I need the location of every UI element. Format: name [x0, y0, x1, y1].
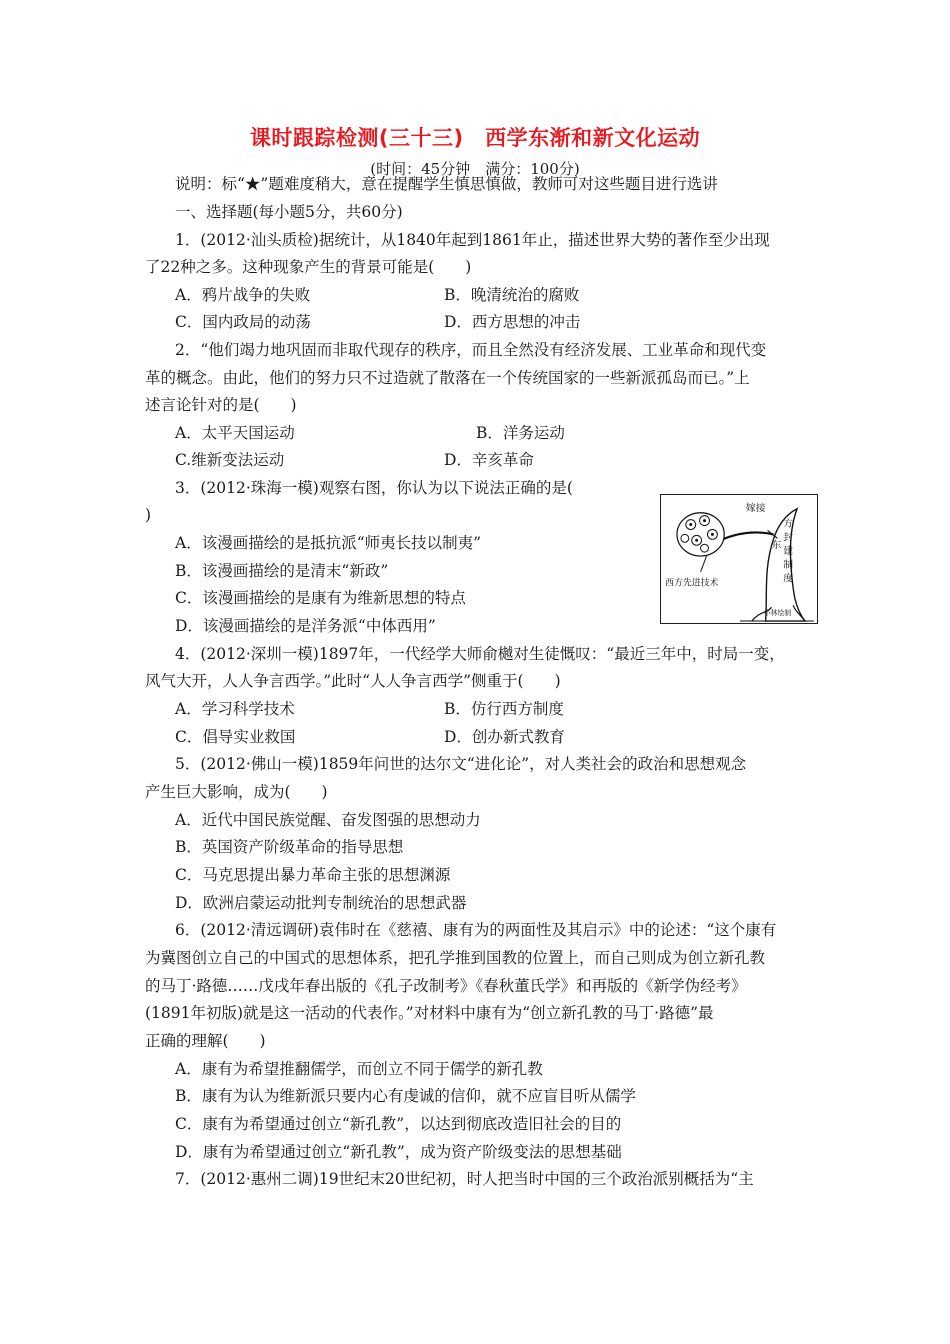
text-line: 7．(2012·惠州二调)19世纪末20世纪初，时人把当时中国的三个政治派别概括为“主 — [175, 1170, 754, 1188]
text-line: (1891年初版)就是这一活动的代表作。”对材料中康有为“创立新孔教的马丁·路德”最 — [145, 1004, 714, 1022]
artist-label: 小林绘制 — [763, 609, 792, 618]
cartoon-figure — [660, 494, 818, 624]
text-line: 1．(2012·汕头质检)据统计，从1840年起到1861年止，描述世界大势的著作至少出现 — [175, 231, 770, 249]
text-line: C．倡导实业救国 — [175, 728, 296, 746]
text-line: 产生巨大影响，成为( ) — [145, 783, 328, 801]
text-line: B．英国资产阶级革命的指导思想 — [175, 838, 404, 856]
text-line: 说明：标“★”题难度稍大，意在提醒学生慎思慎做，教师可对这些题目进行选讲 — [175, 175, 718, 193]
text-line: 了22种之多。这种现象产生的背景可能是( ) — [145, 258, 472, 276]
text-line: D．康有为希望通过创立“新孔教”，成为资产阶级变法的思想基础 — [175, 1143, 622, 1161]
text-line: C.维新变法运动 — [175, 451, 285, 469]
text-line: C．马克思提出暴力革命主张的思想渊源 — [175, 866, 451, 884]
text-line: 5．(2012·佛山一模)1859年问世的达尔文“进化论”，对人类社会的政治和思想观念 — [175, 755, 747, 773]
text-line: ) — [145, 506, 152, 524]
text-line: D．欧洲启蒙运动批判专制统治的思想武器 — [175, 894, 467, 912]
western-tech-label: 西方先进技术 — [665, 578, 719, 589]
text-line: A．学习科学技术 — [175, 700, 295, 718]
text-line: A．康有为希望推翻儒学，而创立不同于儒学的新孔教 — [175, 1060, 543, 1078]
text-line: 革的概念。由此，他们的努力只不过造就了散落在一个传统国家的一些新派孤岛而已。”上 — [145, 369, 750, 387]
text-line: 3．(2012·珠海一模)观察右图，你认为以下说法正确的是( — [175, 479, 573, 497]
text-line: B．康有为认为维新派只要内心有虔诚的信仰，就不应盲目听从儒学 — [175, 1087, 636, 1105]
text-line: D．辛亥革命 — [444, 451, 534, 469]
text-line: A．鸦片战争的失败 — [175, 286, 311, 304]
trunk-label: 东方封建制度 — [771, 518, 794, 585]
page-subtitle: (时间：45分钟 满分：100分) — [370, 160, 580, 178]
text-line: B．晚清统治的腐败 — [444, 286, 580, 304]
grafting-cartoon-drawing — [661, 495, 817, 623]
text-line: 4．(2012·深圳一模)1897年，一代经学大师俞樾对生徒慨叹：“最近三年中，时局一变， — [175, 645, 785, 663]
text-line: C．国内政局的动荡 — [175, 313, 311, 331]
text-line: 述言论针对的是( ) — [145, 396, 297, 414]
text-line: A．该漫画描绘的是抵抗派“师夷长技以制夷” — [175, 534, 482, 552]
graft-label: 嫁接 — [745, 502, 766, 514]
text-line: B．该漫画描绘的是清末“新政” — [175, 562, 389, 580]
page-title: 课时跟踪检测(三十三) 西学东渐和新文化运动 — [249, 126, 701, 150]
text-line: A．太平天国运动 — [175, 424, 295, 442]
text-line: 的马丁·路德……戊戌年春出版的《孔子改制考》《春秋董氏学》和再版的《新学伪经考》 — [145, 977, 747, 995]
text-line: 2．“他们竭力地巩固而非取代现存的秩序，而且全然没有经济发展、工业革命和现代变 — [175, 341, 767, 359]
text-line: B．洋务运动 — [476, 424, 565, 442]
text-line: 一、选择题(每小题5分，共60分) — [175, 203, 403, 221]
text-line: A．近代中国民族觉醒、奋发图强的思想动力 — [175, 811, 481, 829]
text-line: B．仿行西方制度 — [444, 700, 564, 718]
text-line: D．该漫画描绘的是洋务派“中体西用” — [175, 617, 436, 635]
text-line: 正确的理解( ) — [145, 1032, 266, 1050]
text-line: D．创办新式教育 — [444, 728, 565, 746]
text-line: 6．(2012·清远调研)袁伟时在《慈禧、康有为的两面性及其启示》中的论述：“这个康有 — [175, 921, 777, 939]
text-line: 为冀图创立自己的中国式的思想体系，把孔学推到国教的位置上，而自己则成为创立新孔教 — [145, 949, 766, 967]
text-line: D．西方思想的冲击 — [444, 313, 581, 331]
text-line: C．该漫画描绘的是康有为维新思想的特点 — [175, 589, 466, 607]
text-line: C．康有为希望通过创立“新孔教”，以达到彻底改造旧社会的目的 — [175, 1115, 622, 1133]
text-line: 风气大开，人人争言西学。”此时“人人争言西学”侧重于( ) — [145, 672, 561, 690]
